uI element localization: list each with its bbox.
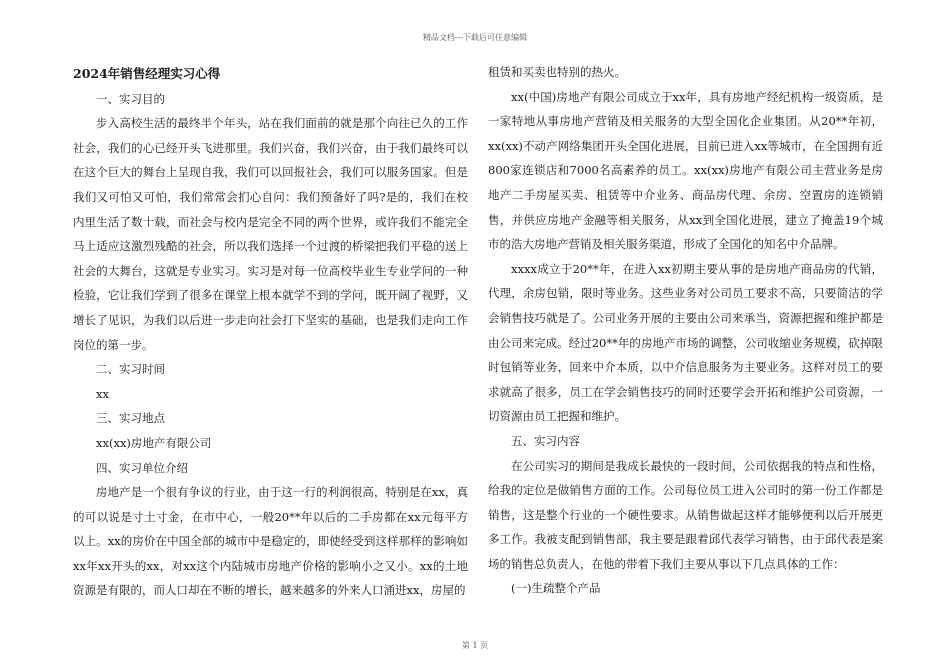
paragraph-content: 在公司实习的期间是我成长最快的一段时间，公司依据我的特点和性格，给我的定位是做销售方面的工作。公司每位员工进入公司时的第一份工作都是销售，这是整个行业的一个硬性要求。从销售做起这样才能够便利以后开展更多工作。我被支配到销售部，我主要是跟着邱代表学习销售，由于邱代表是案场的销售总负责人，在他的带着下我们主要从事以下几点具体的工作：	[488, 458, 883, 571]
document-title: 2024年销售经理实习心得	[73, 66, 221, 81]
paragraph-company-business: xxxx成立于20**年，在进入xx初期主要从事的是房地产商品房的代销，代理，余房包销，限时等业务。这些业务对公司员工要求不高，只要简洁的学会销售技巧就是了。公司业务开展的主要由公司来承当，资源把握和维护都是由公司来完成。经过20**年的房地产市场的调整，公司收缩业务规模，砍掉限时包销等业务，回来中介本质，以中介信息服务为主要业务。这样对员工的要求就高了很多，员工在学会销售技巧的同时还要学会开拓和维护公司资源，一切资源由员工把握和维护。	[488, 261, 883, 424]
section-heading-time: 二、实习时间	[96, 362, 165, 377]
section-value-location: xx(xx)房地产有限公司	[96, 435, 212, 450]
paragraph-company-intro: 房地产是一个很有争议的行业，由于这一行的利润很高，特别是在xx，真的可以说是寸土寸金，在市中心，一般20**年以后的二手房都在xx元每平方以上。xx的房价在中国全部的城市中是稳定的，即使经受到这样那样的影响如xx年xx开头的xx，对xx这个内陆城市房地产价格的影响小之又小。xx的土地资源是有限的，而人口却在不断的增长，越来越多的外来人口涌进xx，房屋的	[73, 485, 468, 598]
section-heading-company: 四、实习单位介绍	[96, 460, 188, 475]
page-footer: 第 1 页	[461, 641, 489, 650]
page-header: 精品文档---下载后可任意编辑	[422, 33, 528, 42]
section-heading-location: 三、实习地点	[96, 411, 165, 426]
left-column	[73, 60, 468, 603]
section-heading-content: 五、实习内容	[511, 433, 580, 448]
section-heading-purpose: 一、实习目的	[96, 91, 165, 106]
paragraph-company-profile: xx(中国)房地产有限公司成立于xx年，具有房地产经纪机构一级资质，是一家特地从事房地产营销及相关服务的大型全国化企业集团。从20**年初，xx(xx)不动产网络集团开头全国化进展，目前已进入xx等城市，在全国拥有近800家连锁店和7000名高素养的员工。xx(xx)房地产有限公司主营业务是房地产二手房屋买卖、租赁等中介业务、商品房代理、余房、空置房的连锁销售，并供应房地产金融等相关服务，从xx到全国化进展，建立了掩盖19个城市的浩大房地产营销及相关服务渠道，形成了全国化的知名中介品牌。	[488, 89, 883, 252]
paragraph-purpose: 步入高校生活的最终半个年头，站在我们面前的就是那个向往已久的工作社会，我们的心已经开头飞进那里。我们兴奋，我们兴奋，由于我们最终可以在这个巨大的舞台上呈现自我，我们可以回报社会，我们可以服务国家。但是我们又可怕又可怕，我们常常会扪心自问：我们预备好了吗?是的，我们在校内里生活了数十载，而社会与校内是完全不同的两个世界，或许我们不能完全马上适应这激烈残酷的社会，所以我们选择一个过渡的桥梁把我们平稳的送上社会的大舞台，这就是专业实习。实习是对每一位高校毕业生专业学问的一种检验，它让我们学到了很多在课堂上根本就学不到的学问，既开阔了视野，又增长了见识，为我们以后进一步走向社会打下坚实的基础，也是我们走向工作岗位的第一步。	[73, 116, 468, 352]
paragraph-continuation: 租赁和买卖也特别的热火。	[488, 65, 626, 79]
subsection-heading-product: (一)生疏整个产品	[511, 581, 601, 596]
right-column	[488, 60, 883, 601]
section-value-time: xx	[96, 386, 109, 401]
